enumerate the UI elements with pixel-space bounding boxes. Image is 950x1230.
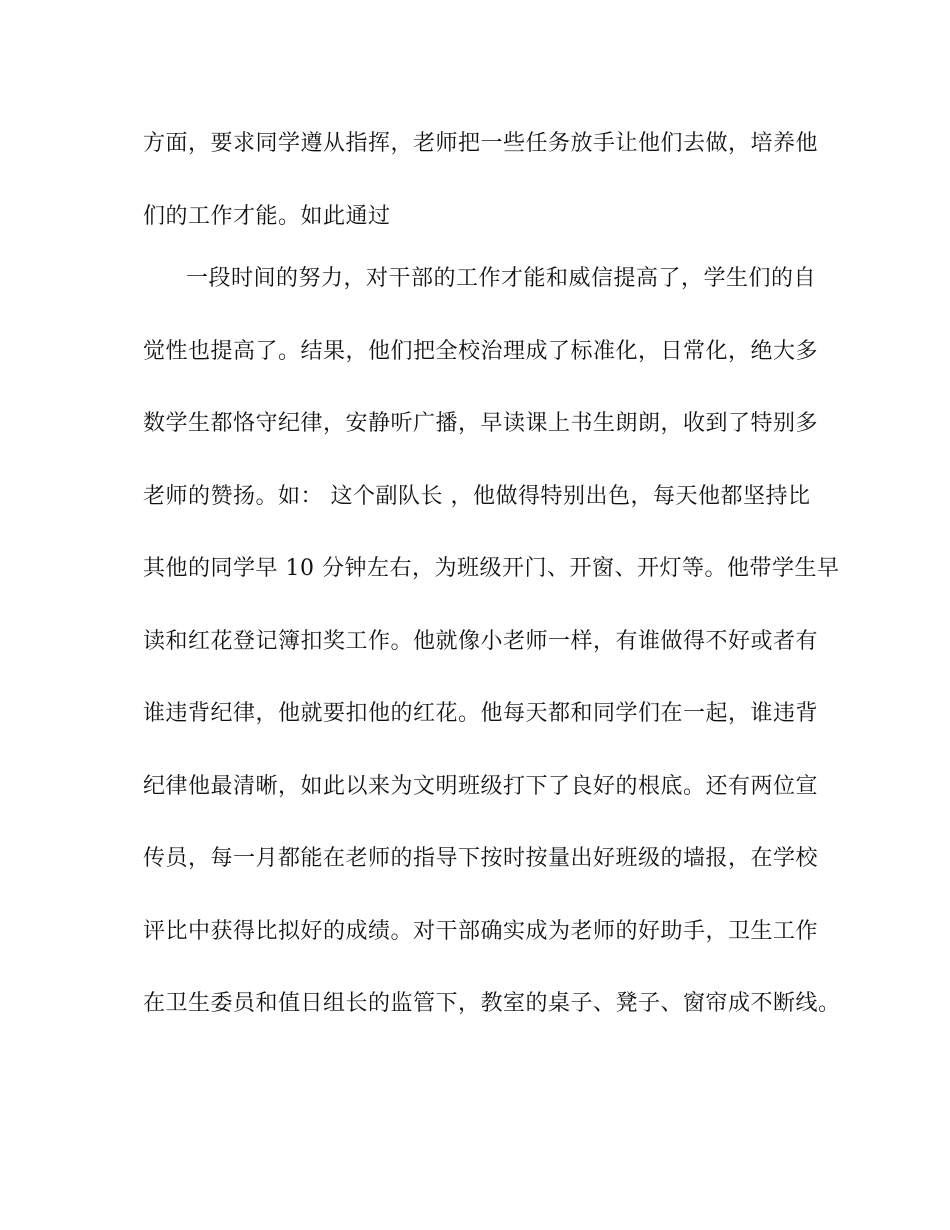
text-line: 谁违背纪律，他就要扣他的红花。他每天都和同学们在一起，谁违背 (143, 701, 819, 726)
paragraph-start-line: 一段时间的努力，对干部的工作才能和威信提高了，学生们的自 (186, 266, 817, 291)
text-line: 传员，每一月都能在老师的指导下按时按量出好班级的墙报，在学校 (143, 846, 819, 871)
text-line: 数学生都恪守纪律，安静听广播，早读课上书生朗朗，收到了特别多 (143, 411, 819, 436)
text-line: 其他的同学早 10 分钟左右，为班级开门、开窗、开灯等。他带学生早 (143, 556, 840, 581)
text-line: 觉性也提高了。结果，他们把全校治理成了标准化，日常化，绝大多 (143, 339, 819, 364)
text-line: 老师的赞扬。如： 这个副队长 ，他做得特别出色，每天他都坚持比 (143, 484, 811, 509)
text-line: 方面，要求同学遵从指挥，老师把一些任务放手让他们去做，培养他 (143, 131, 819, 156)
text-line: 读和红花登记簿扣奖工作。他就像小老师一样，有谁做得不好或者有 (143, 629, 819, 654)
text-line: 纪律他最清晰，如此以来为文明班级打下了良好的根底。还有两位宣 (143, 774, 819, 799)
text-line: 在卫生委员和值日组长的监管下，教室的桌子、凳子、窗帘成不断线。 (143, 991, 841, 1016)
text-line: 们的工作才能。如此通过 (143, 204, 391, 229)
text-line: 评比中获得比拟好的成绩。对干部确实成为老师的好助手，卫生工作 (143, 919, 819, 944)
